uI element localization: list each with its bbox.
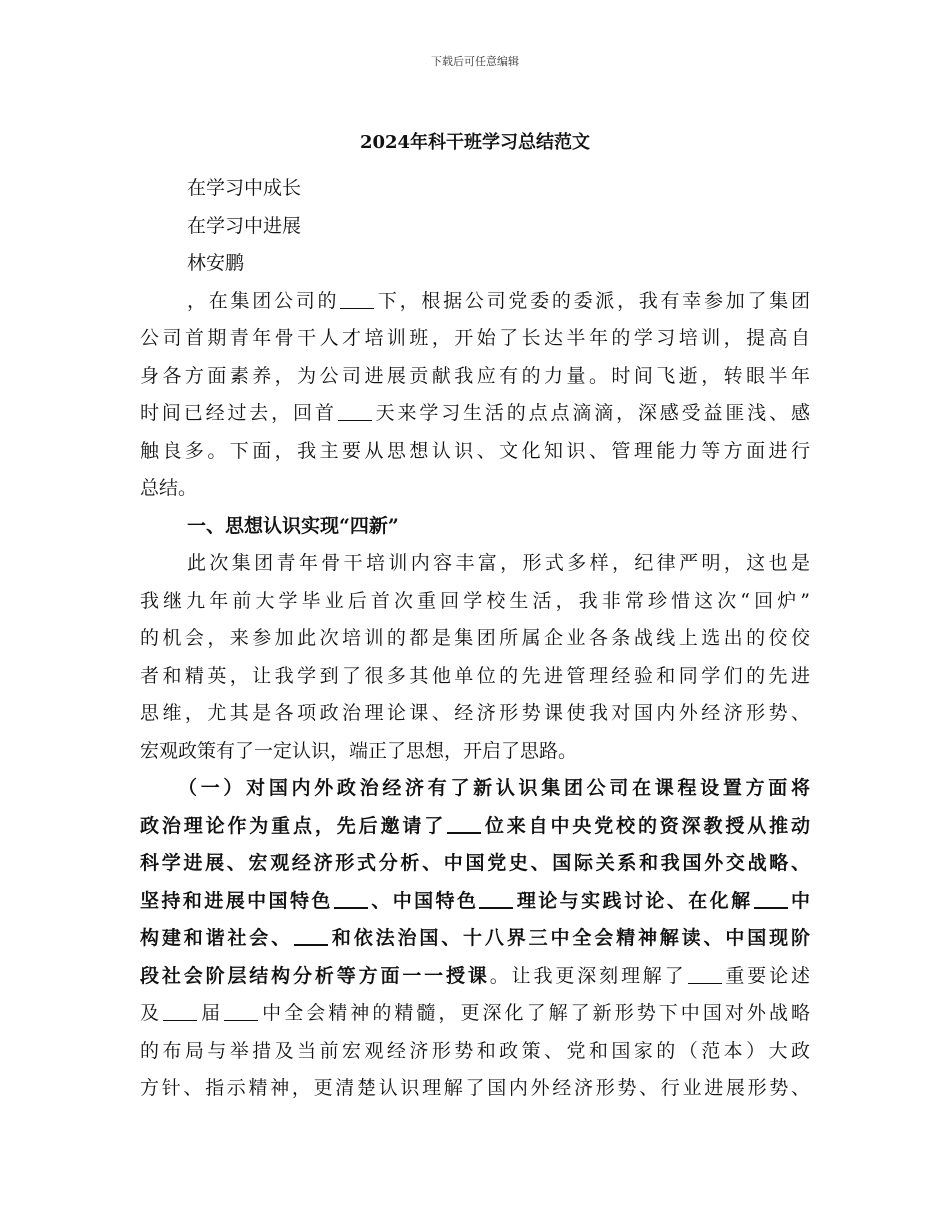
paragraph-line: 者和精英，让我学到了很多其他单位的先进管理经验和同学们的先进 (140, 664, 810, 687)
author-name: 林安鹏 (187, 252, 245, 274)
paragraph-line (140, 958, 810, 996)
fill-in-blank (163, 1019, 197, 1021)
paragraph-line (140, 883, 810, 921)
fill-in-blank (688, 982, 722, 984)
paragraph-line: 此次集团青年骨干培训内容丰富，形式多样，纪律严明，这也是 (187, 552, 810, 574)
fill-in-blank (447, 831, 481, 834)
paragraph-intro (140, 283, 810, 508)
paragraph-section1 (140, 545, 810, 770)
text-run: ，在集团公司的 (187, 289, 340, 312)
section-heading: 一、思想认识实现“四新” (187, 514, 399, 537)
text-run: 时间已经过去，回首 (140, 402, 337, 424)
text-run: 天来学习生活的点点滴滴，深感受益匪浅、感 (372, 402, 810, 424)
paragraph-line: 的布局与举措及当前宏观经济形势和政策、党和国家的（范本）大政 (140, 1039, 810, 1062)
document-title: 2024年科干班学习总结范文 (359, 132, 591, 153)
paragraph-line: 思维，尤其是各项政治理论课、经济形势课使我对国内外经济形势、 (140, 702, 810, 724)
fill-in-blank (224, 1019, 258, 1021)
paragraph-line (140, 395, 810, 433)
paragraph-line: 公司首期青年骨干人才培训班，开始了长达半年的学习培训，提高自 (140, 327, 810, 349)
subtitle-line-2: 在学习中进展 (187, 214, 302, 237)
paragraph-line (140, 995, 810, 1033)
text-run-bold: 段社会阶层结构分析等方面一一授课 (140, 964, 490, 987)
text-run: 坚持和进展中国特色 (140, 889, 333, 912)
text-run: 政治理论作为重点，先后邀请了 (140, 814, 447, 837)
paragraph-line: 我继九年前大学毕业后首次重回学校生活，我非常珍惜这次“回炉” (140, 589, 810, 612)
paragraph-line (140, 283, 810, 321)
text-run: 重要论述 (722, 964, 810, 987)
text-run: 和依法治国、十八界三中全会精神解读、中国现阶 (329, 927, 810, 949)
paragraph-line: 的机会，来参加此次培训的都是集团所属企业各条战线上选出的佼佼 (140, 627, 810, 649)
paragraph-line: 总结。 (140, 477, 198, 499)
text-run: 构建和谐社会、 (140, 927, 294, 949)
fill-in-blank (479, 906, 513, 909)
page-header-note: 下载后可任意编辑 (431, 55, 519, 68)
paragraph-line: 身各方面素养，为公司进展贡献我应有的力量。时间飞逝，转眼半年 (140, 364, 810, 387)
fill-in-blank (338, 419, 372, 421)
text-run: 及 (140, 1002, 163, 1024)
text-run: 理论与实践讨论、在化解 (514, 889, 753, 912)
text-run: 、中国特色 (368, 889, 479, 912)
paragraph-line: 科学进展、宏观经济形式分析、中国党史、国际关系和我国外交战略、 (140, 852, 810, 874)
text-run: 位来自中央党校的资深教授从推动 (482, 814, 810, 837)
paragraph-subsection1 (140, 770, 810, 1108)
paragraph-line: （一）对国内外政治经济有了新认识集团公司在课程设置方面将 (178, 777, 810, 799)
text-run: 。让我更深刻理解了 (489, 964, 687, 987)
document-body (140, 170, 810, 1108)
fill-in-blank (334, 906, 368, 909)
text-run: 届 (198, 1002, 224, 1024)
fill-in-blank (294, 943, 328, 946)
text-run: 中全会精神的精髓，更深化了解了新形势下中国对外战略 (259, 1002, 810, 1024)
paragraph-line: 宏观政策有了一定认识，端正了思想，开启了思路。 (140, 739, 578, 762)
fill-in-blank (754, 906, 788, 909)
paragraph-line (140, 920, 810, 958)
text-run: 中 (788, 889, 810, 912)
subtitle-line-1: 在学习中成长 (187, 177, 302, 199)
text-run: 下，根据公司党委的委派，我有幸参加了集团 (375, 289, 810, 312)
paragraph-line: 方针、指示精神，更清楚认识理解了国内外经济形势、行业进展形势、 (140, 1077, 810, 1099)
fill-in-blank (340, 307, 374, 309)
paragraph-line (140, 808, 810, 846)
paragraph-line: 触良多。下面，我主要从思想认识、文化知识、管理能力等方面进行 (140, 439, 810, 462)
